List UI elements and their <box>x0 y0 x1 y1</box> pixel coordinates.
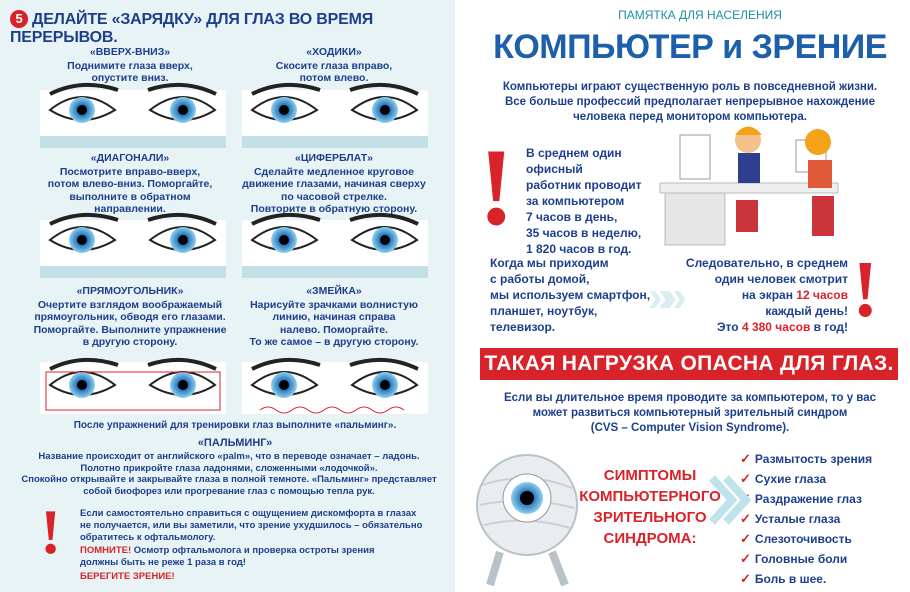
exercise-title: «ЦИФЕРБЛАТ» <box>295 152 373 164</box>
remember-label: ПОМНИТЕ! <box>80 545 132 556</box>
protect-vision-text: БЕРЕГИТЕ ЗРЕНИЕ! <box>80 571 175 582</box>
remember-text: Осмотр офтальмолога и проверка остроты зрения должны быть не реже 1 раза в год! <box>80 545 375 568</box>
after-exercises-text: После упражнений для тренировки глаз выполните «пальминг». <box>73 420 397 431</box>
check-icon: ✓ <box>740 571 751 586</box>
check-icon: ✓ <box>740 551 751 566</box>
symptom-item: ✓ Раздражение глаз <box>740 491 862 506</box>
stats-exclamation-icon: ! <box>478 126 515 248</box>
exercise-text: Нарисуйте зрачками волнистую линию, начиная справа налево. Поморгайте. То же самое – в другую сторону. <box>249 298 419 348</box>
palming-title: «ПАЛЬМИНГ» <box>197 437 273 449</box>
exercise-title: «ДИАГОНАЛИ» <box>90 152 170 164</box>
warning-exclamation-icon: ! <box>40 496 62 567</box>
eyes-illustration-snake <box>242 362 428 414</box>
exercise-snake <box>234 285 434 349</box>
check-icon: ✓ <box>740 471 751 486</box>
eyes-illustration-rectangle <box>40 362 226 414</box>
exercise-title: «ХОДИКИ» <box>306 46 362 58</box>
leaflet-subtitle: ПАМЯТКА ДЛЯ НАСЕЛЕНИЯ <box>618 8 782 22</box>
office-worker-stats: В среднем один офисный работник проводит за компьютером 7 часов в день, 35 часов в неделю, 1 820 часов в год. <box>526 146 642 256</box>
exercise-text: Поднимите глаза вверх, опустите вниз. <box>67 59 193 84</box>
home-devices-text: Когда мы приходим с работы домой, мы используем смартфон, планшет, ноутбук, телевизор. <box>490 256 651 334</box>
symptom-item: ✓ Слезоточивость <box>740 531 852 546</box>
eyes-illustration-clock-face <box>242 220 428 272</box>
conclusion-part: Следовательно, в среднем один человек смотрит на экран <box>685 256 848 302</box>
leaflet-title: КОМПЬЮТЕР и ЗРЕНИЕ <box>493 28 887 66</box>
check-icon: ✓ <box>740 491 751 506</box>
exercise-up-down <box>30 46 230 85</box>
exercise-text: Сделайте медленное круговое движение глазами, начиная сверху по часовой стрелке. Повторите в обратную сторону. <box>242 165 426 215</box>
eyes-illustration-diagonals <box>40 220 226 272</box>
exercise-title: «ПРЯМОУГОЛЬНИК» <box>76 285 184 297</box>
symptom-item: ✓ Боль в шее. <box>740 571 827 586</box>
section-title <box>10 10 455 47</box>
divider <box>242 136 428 148</box>
exercise-text: Посмотрите вправо-вверх, потом влево-вниз. Поморгайте, выполните в обратном направлении. <box>47 165 213 215</box>
symptom-item: ✓ Головные боли <box>740 551 848 566</box>
daily-hours: 12 часов <box>796 288 848 302</box>
conclusion-text <box>680 255 848 335</box>
palming-text: Название происходит от английского «palm», что в переводе означает – ладонь. Полотно прикройте глаза ладонями, сложенными «лодочкой». Спокойно открывайте и закрывайте глаза в полной темноте. «Пальминг» представляет собой биофорез или прогревание глаз с помощью тепла рук. <box>21 451 437 497</box>
chevrons-icon: »» <box>648 272 677 321</box>
conclusion-part: в год! <box>810 320 848 334</box>
symptoms-title: СИМПТОМЫ КОМПЬЮТЕРНОГО ЗРИТЕЛЬНОГО СИНДРОМА: <box>579 467 721 547</box>
exercise-title: «ВВЕРХ-ВНИЗ» <box>89 46 171 58</box>
exercise-text: Скосите глаза вправо, потом влево. <box>275 59 393 84</box>
symptom-item: ✓ Размытость зрения <box>740 451 873 466</box>
conclusion-part: каждый день! Это <box>717 304 848 334</box>
exercise-title: «ЗМЕЙКА» <box>306 285 362 297</box>
exercise-rectangle <box>30 285 230 349</box>
eyes-illustration-pendulum <box>242 90 428 142</box>
exercise-clock-face <box>234 152 434 216</box>
divider <box>40 266 226 278</box>
yearly-hours: 4 380 часов <box>741 320 811 334</box>
divider <box>242 266 428 278</box>
exercise-text: Очертите взглядом воображаемый прямоугольник, обводя его глазами. Поморгайте. Выполните упражнение в другую сторону. <box>33 298 227 348</box>
symptom-item: ✓ Сухие глаза <box>740 471 827 486</box>
divider <box>40 136 226 148</box>
section-title-text: ДЕЛАЙТЕ «ЗАРЯДКУ» ДЛЯ ГЛАЗ ВО ВРЕМЯ ПЕРЕРЫВОВ. <box>10 11 374 46</box>
intro-text: Компьютеры играют существенную роль в повседневной жизни. Все больше профессий предполагает непрерывное нахождение человека перед монитором компьютера. <box>502 81 878 123</box>
symptom-item: ✓ Усталые глаза <box>740 511 841 526</box>
eyes-illustration-up-down <box>40 90 226 142</box>
exercise-pendulum <box>234 46 434 85</box>
exercise-diagonals <box>30 152 230 216</box>
check-icon: ✓ <box>740 531 751 546</box>
check-icon: ✓ <box>740 451 751 466</box>
conclusion-exclamation-icon: ! <box>852 246 879 334</box>
danger-banner: ТАКАЯ НАГРУЗКА ОПАСНА ДЛЯ ГЛАЗ. <box>480 348 898 380</box>
cvs-text: Если вы длительное время проводите за компьютером, то у вас может развиться компьютерный зрительный синдром (CVS – Computer Vision Syndrome). <box>503 392 876 434</box>
remember-note <box>80 545 450 569</box>
section-number-badge: 5 <box>10 10 28 28</box>
check-icon: ✓ <box>740 511 751 526</box>
warning-text: Если самостоятельно справиться с ощущением дискомфорта в глазах не получается, или вы заметили, что зрение ухудшилось – обязательно обратитесь к офтальмологу. <box>80 508 423 543</box>
